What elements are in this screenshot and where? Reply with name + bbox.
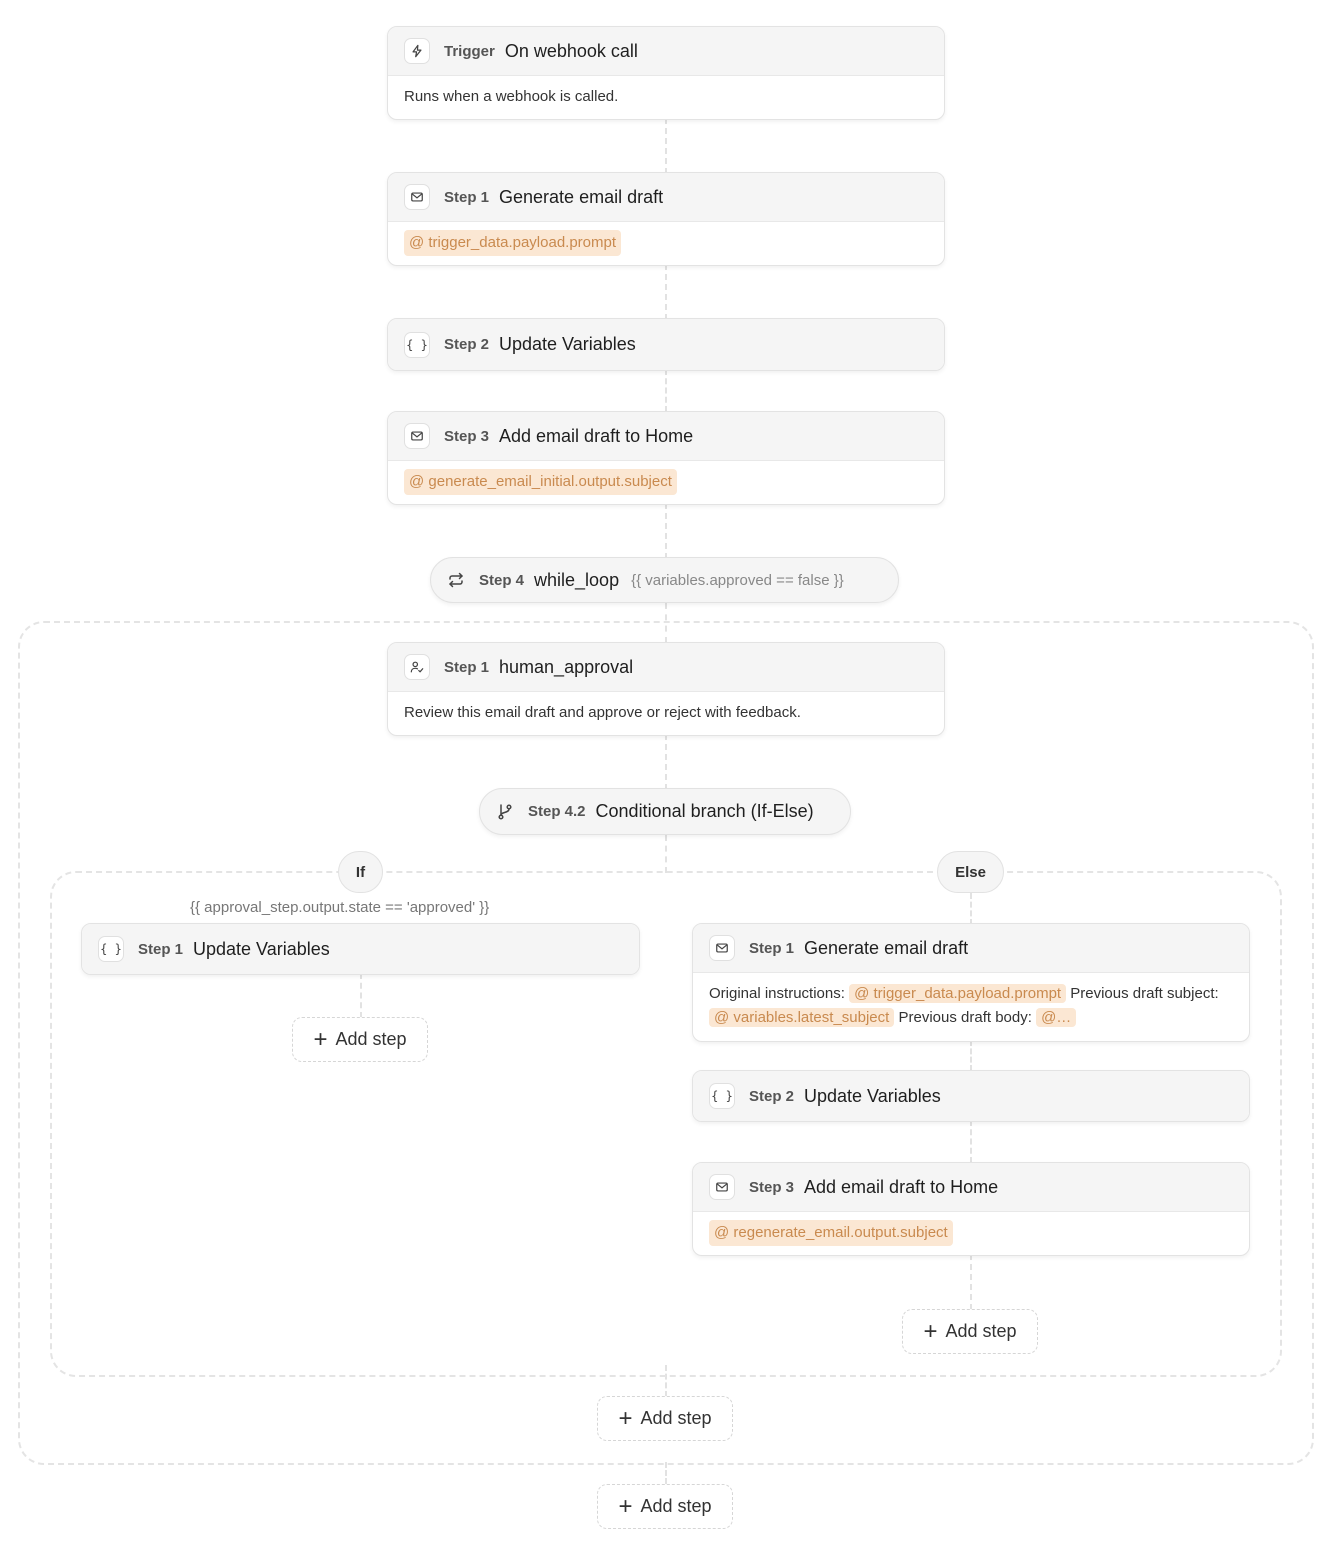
step-label: Step 2 <box>444 336 490 353</box>
branch-icon <box>496 803 514 821</box>
step-label: Step 2 <box>749 1087 795 1105</box>
step-label: Step 1 <box>138 940 184 958</box>
variable-chip: @ trigger_data.payload.prompt <box>404 230 621 256</box>
else-step-3-card[interactable] <box>692 1162 1250 1256</box>
step-label: Step 3 <box>749 1178 795 1196</box>
step-label: Step 1 <box>444 658 490 676</box>
trigger-label: Trigger <box>444 42 495 60</box>
body-text: Previous draft subject: <box>1070 985 1219 1002</box>
plus-icon: + <box>313 1025 328 1053</box>
add-step-label: Add step <box>640 1408 712 1428</box>
step-title: Generate email draft <box>804 937 969 958</box>
step-title: Generate email draft <box>499 186 664 207</box>
connector-line <box>665 264 667 320</box>
plus-icon: + <box>618 1492 633 1520</box>
mail-icon <box>404 423 430 449</box>
add-step-label: Add step <box>945 1321 1017 1341</box>
braces-icon: { } <box>404 332 430 358</box>
else-step-1-card[interactable] <box>692 923 1250 1042</box>
trigger-card[interactable] <box>387 26 945 120</box>
mail-icon <box>709 935 735 961</box>
step-title: while_loop <box>534 569 620 590</box>
body-text: Previous draft body: <box>898 1009 1032 1026</box>
while-loop-pill[interactable] <box>430 557 899 603</box>
plus-icon: + <box>618 1404 633 1432</box>
human-approval-card[interactable] <box>387 642 945 736</box>
loop-condition: {{ variables.approved == false }} <box>631 571 844 589</box>
else-tag[interactable]: Else <box>937 851 1004 893</box>
add-step-button-root[interactable] <box>597 1484 733 1529</box>
step-title: Conditional branch (If-Else) <box>595 801 814 821</box>
connector-line <box>665 118 667 174</box>
step-label: Step 4.2 <box>528 803 586 820</box>
approval-description: Review this email draft and approve or reject with feedback. <box>404 703 801 721</box>
body-text: Original instructions: <box>709 985 845 1002</box>
if-step-1-card[interactable] <box>81 923 640 975</box>
step-label: Step 1 <box>444 188 490 206</box>
mail-icon <box>709 1174 735 1200</box>
add-step-button-else[interactable] <box>902 1309 1038 1354</box>
step-label: Step 4 <box>479 571 525 589</box>
variable-chip: @ trigger_data.payload.prompt <box>849 984 1066 1003</box>
braces-icon: { } <box>709 1083 735 1109</box>
step-label: Step 1 <box>749 939 795 957</box>
braces-icon: { } <box>98 936 124 962</box>
variable-chip: @ generate_email_initial.output.subject <box>404 469 677 495</box>
variable-chip: @ variables.latest_subject <box>709 1008 894 1027</box>
connector-line <box>665 369 667 412</box>
step-3-card[interactable] <box>387 411 945 505</box>
else-step-2-card[interactable] <box>692 1070 1250 1122</box>
trigger-description: Runs when a webhook is called. <box>404 87 619 105</box>
add-step-label: Add step <box>640 1496 712 1516</box>
connector-line <box>665 1462 667 1484</box>
step-2-card[interactable] <box>387 318 945 371</box>
conditional-branch-pill[interactable] <box>479 788 851 835</box>
step-1-card[interactable] <box>387 172 945 266</box>
step-title: Add email draft to Home <box>804 1176 999 1197</box>
step-title: Update Variables <box>804 1085 941 1106</box>
step-label: Step 3 <box>444 427 490 445</box>
connector-line <box>665 503 667 559</box>
if-tag[interactable]: If <box>338 851 383 893</box>
loop-icon <box>447 571 465 589</box>
variable-chip: @ regenerate_email.output.subject <box>709 1220 953 1246</box>
step-title: Update Variables <box>193 938 330 959</box>
step-title: human_approval <box>499 656 634 677</box>
trigger-title: On webhook call <box>504 40 638 61</box>
add-step-button-if[interactable] <box>292 1017 428 1062</box>
else-step-1-body <box>693 973 1249 1030</box>
add-step-label: Add step <box>335 1029 407 1049</box>
user-check-icon <box>404 654 430 680</box>
step-title: Add email draft to Home <box>499 425 694 446</box>
add-step-button-loop[interactable] <box>597 1396 733 1441</box>
step-title: Update Variables <box>499 334 636 354</box>
lightning-icon <box>404 38 430 64</box>
mail-icon <box>404 184 430 210</box>
plus-icon: + <box>923 1317 938 1345</box>
if-condition: {{ approval_step.output.state == 'approved' }} <box>190 899 490 916</box>
variable-chip: @… <box>1036 1008 1076 1027</box>
